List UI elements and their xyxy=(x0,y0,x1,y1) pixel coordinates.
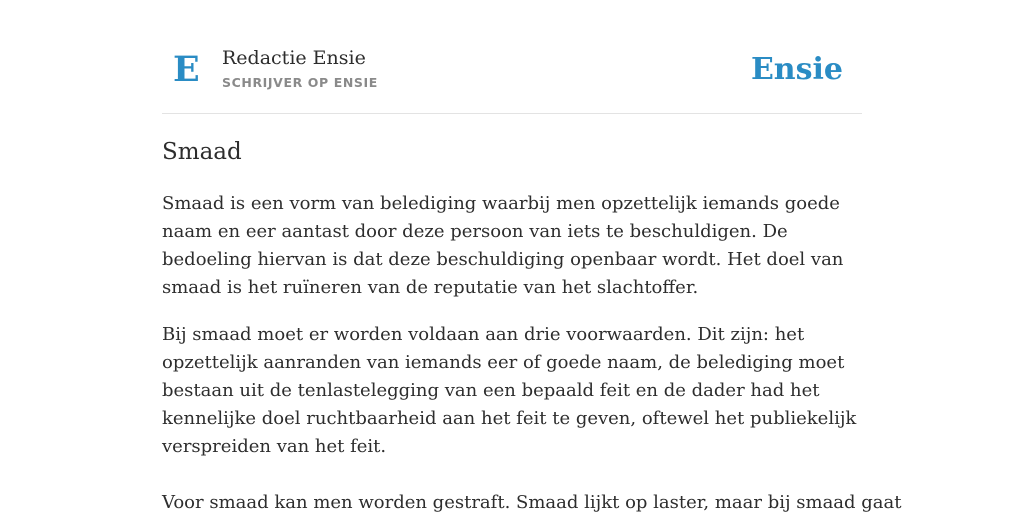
article-card xyxy=(162,0,902,512)
article-title: Smaad xyxy=(162,139,242,165)
author-avatar[interactable]: E xyxy=(173,49,200,90)
article-paragraph: Bij smaad moet er worden voldaan aan drie voorwaarden. Dit zijn: het opzettelijk aanranden van iemands eer of goede naam, de belediging moet bestaan uit de tenlastelegging van een bepaald feit en de dader had het kennelijke doel ruchtbaarheid aan het feit te geven, oftewel het publiekelijk verspreiden van het feit. xyxy=(162,324,857,457)
ensie-logo[interactable]: Ensie xyxy=(750,52,843,87)
author-header xyxy=(162,0,862,114)
article-paragraph: Voor smaad kan men worden gestraft. Smaad lijkt op laster, maar bij smaad gaat xyxy=(162,492,902,512)
author-name[interactable]: Redactie Ensie xyxy=(222,47,366,69)
article-paragraph: Smaad is een vorm van belediging waarbij men opzettelijk iemands goede naam en eer aantast door deze persoon van iets te beschuldigen. De bedoeling hiervan is dat deze beschuldiging openbaar wordt. Het doel van smaad is het ruïneren van de reputatie van het slachtoffer. xyxy=(162,193,844,298)
author-role: SCHRIJVER OP ENSIE xyxy=(222,75,378,90)
